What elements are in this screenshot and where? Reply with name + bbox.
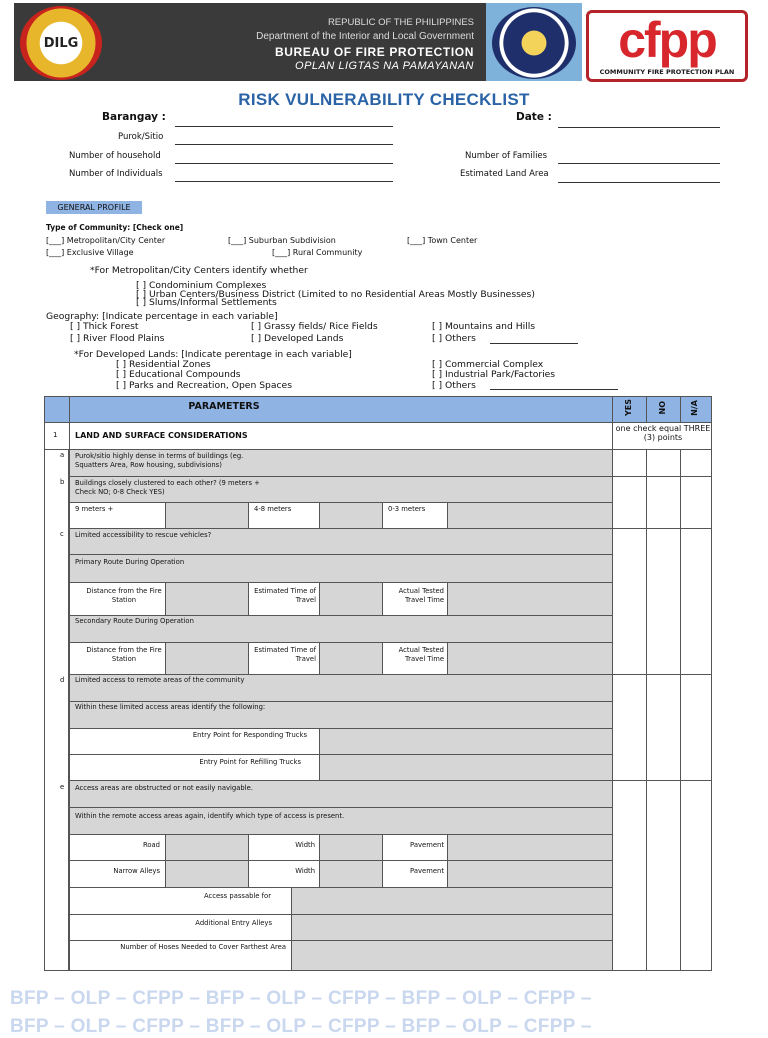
barangay-label: Barangay : bbox=[102, 111, 166, 123]
community-type-heading: Type of Community: [Check one] bbox=[46, 223, 184, 232]
dilg-logo-text: DILG bbox=[43, 36, 79, 51]
e-road-value[interactable] bbox=[165, 834, 249, 861]
dev-others-field[interactable] bbox=[490, 389, 618, 390]
row-b-letter: b bbox=[60, 478, 65, 486]
row-e-checks[interactable] bbox=[612, 780, 712, 971]
c-p-time-label: Estimated Time of Travel bbox=[254, 587, 316, 604]
yes-header-label: YES bbox=[624, 399, 633, 417]
c-primary-label: Primary Route During Operation bbox=[75, 558, 185, 566]
d-entry-refill-value[interactable] bbox=[319, 754, 613, 781]
bfp-seal-icon bbox=[492, 7, 576, 79]
option-town[interactable]: [___] Town Center bbox=[407, 236, 478, 245]
c-p-distance-label: Distance from the Fire Station bbox=[86, 587, 162, 604]
e-passable-value[interactable] bbox=[291, 887, 613, 915]
land-area-field[interactable] bbox=[558, 182, 720, 183]
e-narrow-label: Narrow Alleys bbox=[113, 867, 160, 875]
row-a-text: Purok/sitio highly dense in terms of buildings (eg. Squatters Area, Row housing, subdivisions) bbox=[75, 452, 244, 469]
option-developed[interactable]: [ ] Developed Lands bbox=[251, 333, 344, 344]
e-narrow-value[interactable] bbox=[165, 860, 249, 888]
e-road-width-value[interactable] bbox=[319, 834, 383, 861]
e-road-pavement-label: Pavement bbox=[410, 841, 444, 849]
option-river[interactable]: [ ] River Flood Plains bbox=[70, 333, 165, 344]
c-p-time-value[interactable] bbox=[319, 582, 383, 616]
row-e-text: Access areas are obstructed or not easily navigable. bbox=[75, 784, 253, 792]
individuals-label: Number of Individuals bbox=[69, 169, 163, 179]
date-label: Date : bbox=[516, 111, 552, 123]
header-department: Department of the Interior and Local Government bbox=[256, 31, 474, 42]
geography-heading: Geography: [Indicate percentage in each variable] bbox=[46, 311, 278, 322]
c-s-actual-value[interactable] bbox=[447, 642, 613, 675]
metro-note: *For Metropolitan/City Centers identify whether bbox=[90, 265, 308, 276]
c-secondary-label: Secondary Route During Operation bbox=[75, 617, 194, 625]
b-03m-label: 0-3 meters bbox=[388, 505, 426, 513]
header-bureau: BUREAU OF FIRE PROTECTION bbox=[274, 45, 474, 59]
purok-label: Purok/Sitio bbox=[118, 132, 164, 142]
b-48m-value[interactable] bbox=[319, 502, 383, 529]
footer-line-1: BFP – OLP – CFPP – BFP – OLP – CFPP – BFP – OLP – CFPP – bbox=[10, 988, 592, 1009]
cfpp-subtitle: COMMUNITY FIRE PROTECTION PLAN bbox=[599, 68, 735, 76]
e-hoses-value[interactable] bbox=[291, 940, 613, 971]
land-area-label: Estimated Land Area bbox=[460, 169, 549, 179]
row-e-letter: e bbox=[60, 783, 65, 791]
c-s-time-value[interactable] bbox=[319, 642, 383, 675]
e-narrow-width-label: Width bbox=[295, 867, 315, 875]
row-c-checks[interactable] bbox=[612, 528, 712, 675]
row-c-letter: c bbox=[60, 530, 64, 538]
row-a-checks[interactable] bbox=[612, 449, 712, 477]
footer-watermark bbox=[0, 986, 768, 1037]
e-road-pavement-value[interactable] bbox=[447, 834, 613, 861]
c-p-actual-value[interactable] bbox=[447, 582, 613, 616]
option-metro[interactable]: [___] Metropolitan/City Center bbox=[46, 236, 166, 245]
row1-number: 1 bbox=[53, 431, 58, 439]
e-narrow-pavement-value[interactable] bbox=[447, 860, 613, 888]
developed-note: *For Developed Lands: [Indicate perentage in each variable] bbox=[74, 349, 352, 360]
c-p-actual-label: Actual Tested Travel Time bbox=[398, 587, 444, 604]
row-d-letter: d bbox=[60, 676, 65, 684]
d-within-label: Within these limited access areas identify the following: bbox=[75, 703, 266, 711]
option-parks[interactable]: [ ] Parks and Recreation, Open Spaces bbox=[116, 380, 292, 391]
families-field[interactable] bbox=[558, 163, 720, 164]
option-educational[interactable]: [ ] Educational Compounds bbox=[116, 369, 241, 380]
cfpp-logo-text: cfpp bbox=[618, 12, 716, 68]
e-narrow-width-value[interactable] bbox=[319, 860, 383, 888]
option-suburban[interactable]: [___] Suburban Subdivision bbox=[228, 236, 336, 245]
option-slums[interactable]: [ ] Slums/Informal Settlements bbox=[136, 297, 277, 308]
e-within-label: Within the remote access areas again, identify which type of access is present. bbox=[75, 812, 345, 820]
row-c-text: Limited accessibility to rescue vehicles? bbox=[75, 531, 212, 539]
row-b-text: Buildings closely clustered to each other? (9 meters + Check NO; 0-8 Check YES) bbox=[75, 479, 260, 496]
na-header-label: N/A bbox=[690, 400, 699, 416]
header-num-cell bbox=[44, 396, 70, 423]
c-s-distance-value[interactable] bbox=[165, 642, 249, 675]
option-forest[interactable]: [ ] Thick Forest bbox=[70, 321, 139, 332]
row1-label: LAND AND SURFACE CONSIDERATIONS bbox=[75, 431, 248, 440]
parameters-header-label: PARAMETERS bbox=[188, 401, 260, 412]
b-9m-label: 9 meters + bbox=[75, 505, 114, 513]
d-entry-refill-label: Entry Point for Refilling Trucks bbox=[199, 758, 301, 766]
general-profile-section: GENERAL PROFILE bbox=[46, 201, 142, 214]
row-d-checks[interactable] bbox=[612, 674, 712, 781]
e-passable-label: Access passable for bbox=[203, 892, 271, 900]
households-label: Number of household bbox=[69, 151, 161, 161]
b-9m-value[interactable] bbox=[165, 502, 249, 529]
purok-field[interactable] bbox=[175, 144, 393, 145]
date-field[interactable] bbox=[558, 127, 720, 128]
b-03m-value[interactable] bbox=[447, 502, 613, 529]
c-s-distance-label: Distance from the Fire Station bbox=[86, 646, 162, 663]
row-d-text: Limited access to remote areas of the community bbox=[75, 676, 245, 684]
individuals-field[interactable] bbox=[175, 181, 393, 182]
row-b-checks[interactable] bbox=[612, 476, 712, 529]
footer-line-2: BFP – OLP – CFPP – BFP – OLP – CFPP – BFP – OLP – CFPP – bbox=[10, 1016, 592, 1037]
e-road-label: Road bbox=[142, 841, 160, 849]
header-oplan: OPLAN LIGTAS NA PAMAYANAN bbox=[295, 60, 474, 72]
header-republic: REPUBLIC OF THE PHILIPPINES bbox=[327, 17, 474, 28]
households-field[interactable] bbox=[175, 163, 393, 164]
option-commercial[interactable]: [ ] Commercial Complex bbox=[432, 359, 544, 370]
option-urban[interactable]: [ ] Urban Centers/Business District (Limited to no Residential Areas Mostly Businesses) bbox=[136, 289, 535, 300]
d-entry-rescue-value[interactable] bbox=[319, 728, 613, 755]
option-residential[interactable]: [ ] Residential Zones bbox=[116, 359, 211, 370]
option-condo[interactable]: [ ] Condominium Complexes bbox=[136, 280, 267, 291]
no-header-label: NO bbox=[658, 401, 667, 415]
e-road-width-label: Width bbox=[295, 841, 315, 849]
families-label: Number of Families bbox=[465, 151, 548, 161]
e-hoses-label: Number of Hoses Needed to Cover Farthest Area bbox=[120, 943, 286, 951]
c-p-distance-value[interactable] bbox=[165, 582, 249, 616]
barangay-field[interactable] bbox=[175, 126, 393, 127]
row-a-letter: a bbox=[60, 451, 65, 459]
e-additional-label: Additional Entry Alleys bbox=[195, 919, 272, 927]
option-geo-others[interactable]: [ ] Others bbox=[432, 333, 476, 344]
num-column bbox=[44, 396, 69, 971]
option-grassy[interactable]: [ ] Grassy fields/ Rice Fields bbox=[251, 321, 378, 332]
option-dev-others[interactable]: [ ] Others bbox=[432, 380, 476, 391]
e-narrow-pavement-label: Pavement bbox=[410, 867, 444, 875]
c-s-actual-label: Actual Tested Travel Time bbox=[398, 646, 444, 663]
b-48m-label: 4-8 meters bbox=[254, 505, 292, 513]
geo-others-field[interactable] bbox=[490, 343, 578, 344]
e-additional-value[interactable] bbox=[291, 914, 613, 941]
page-title: RISK VULNERABILITY CHECKLIST bbox=[238, 90, 530, 109]
option-exclusive[interactable]: [___] Exclusive Village bbox=[46, 248, 134, 257]
d-entry-rescue-label: Entry Point for Responding Trucks bbox=[192, 731, 307, 739]
points-note: one check equal THREE (3) points bbox=[615, 424, 711, 442]
option-mountains[interactable]: [ ] Mountains and Hills bbox=[432, 321, 536, 332]
option-rural[interactable]: [___] Rural Community bbox=[272, 248, 363, 257]
c-s-time-label: Estimated Time of Travel bbox=[254, 646, 316, 663]
option-industrial[interactable]: [ ] Industrial Park/Factories bbox=[432, 369, 556, 380]
